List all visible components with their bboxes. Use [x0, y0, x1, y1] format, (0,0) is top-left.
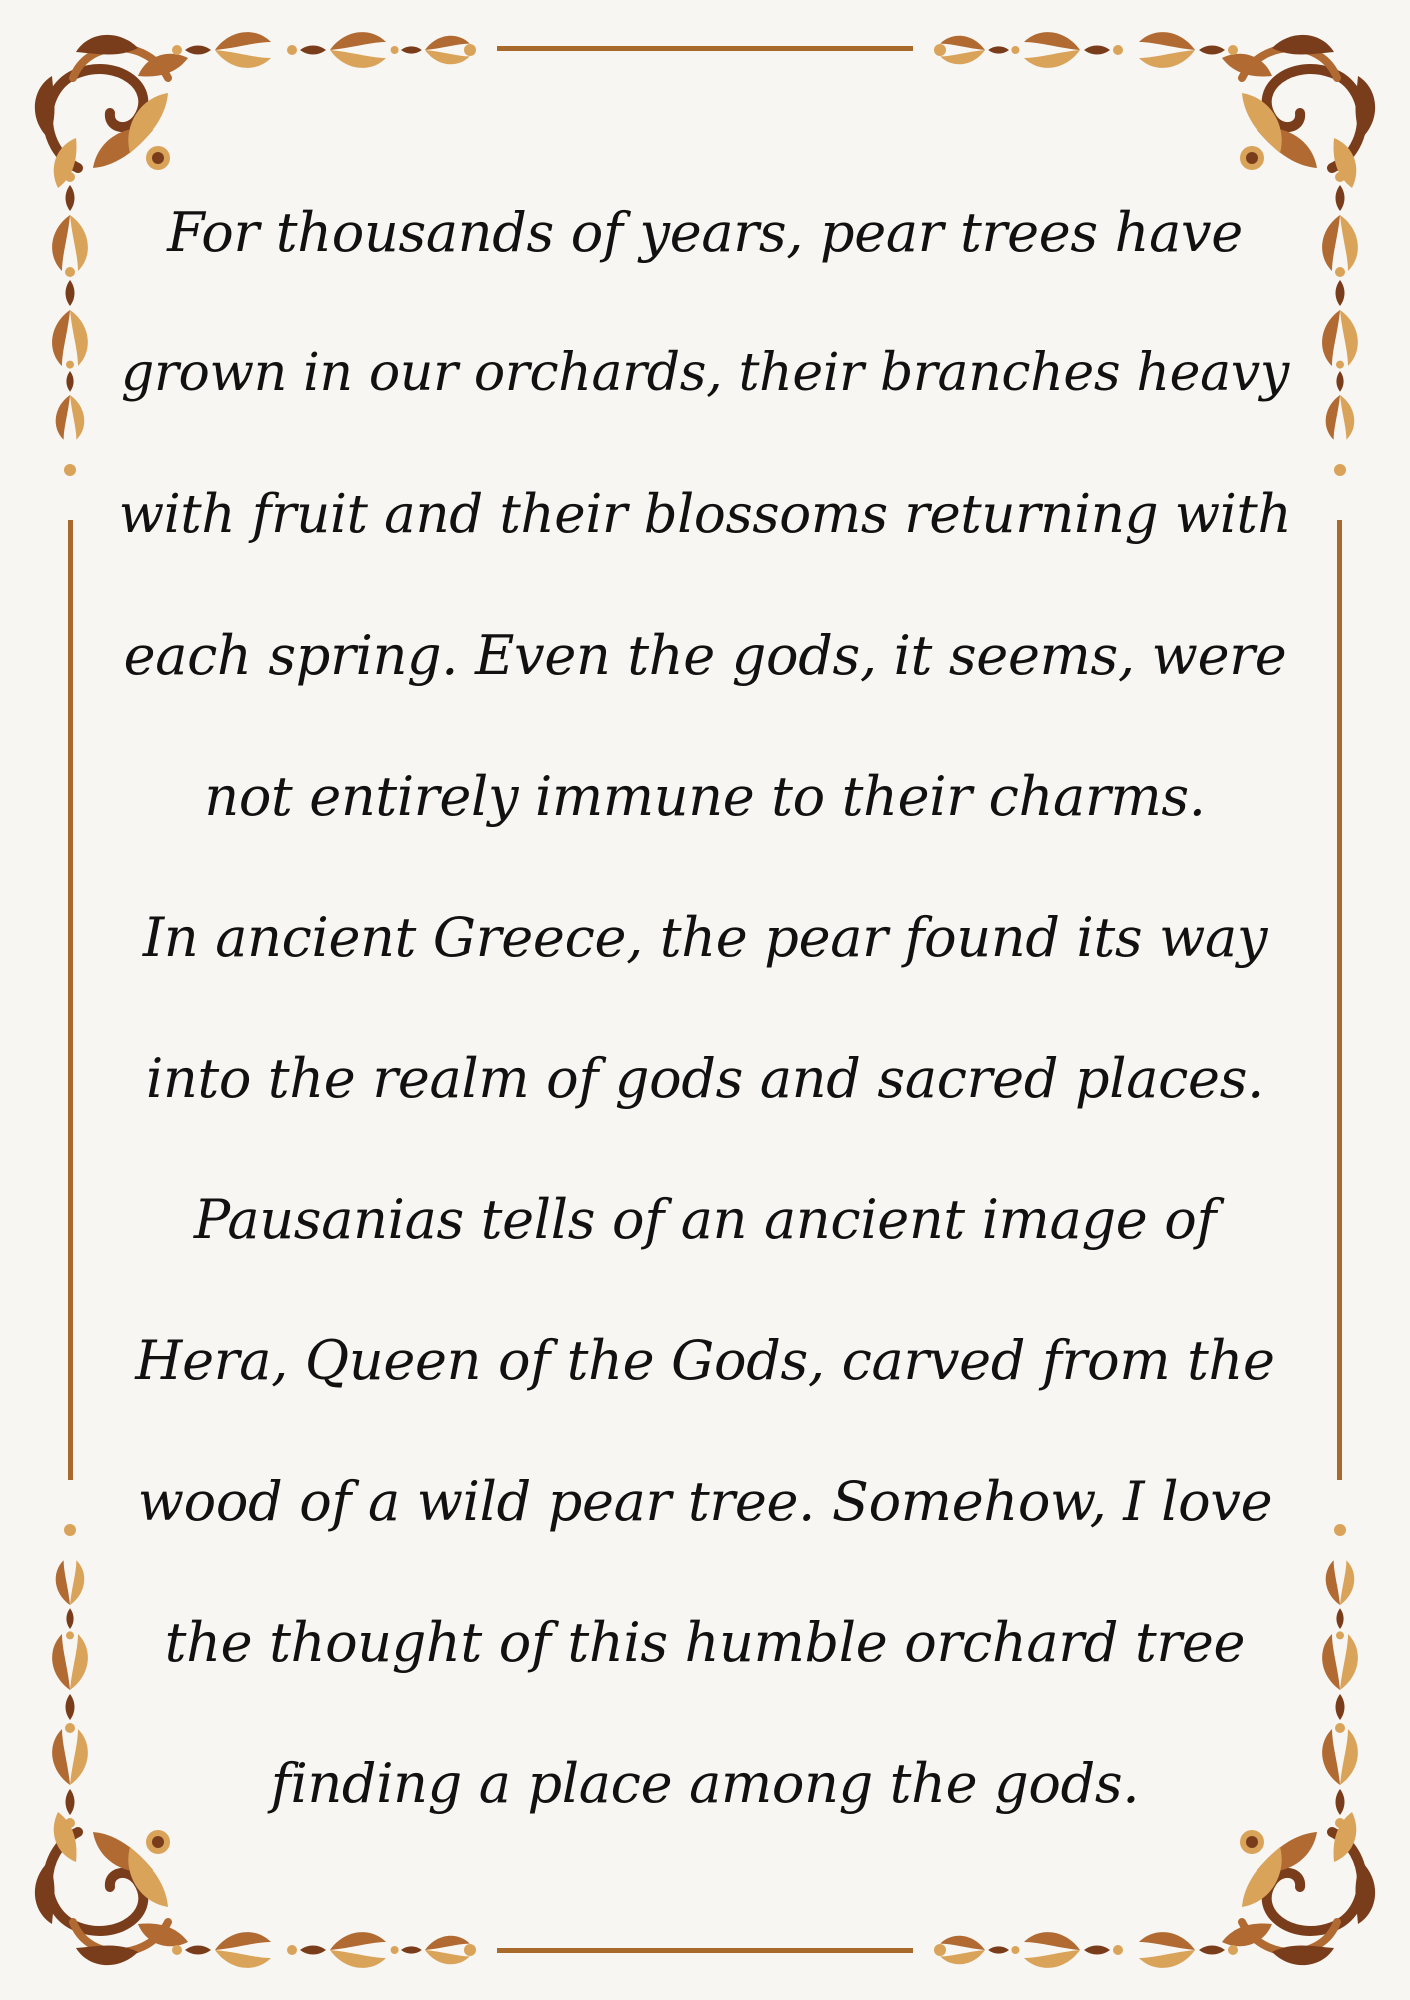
passage-line: not entirely immune to their charms.: [204, 765, 1206, 828]
passage-line: finding a place among the gods.: [270, 1752, 1140, 1815]
passage-line: grown in our orchards, their branches heavy: [120, 343, 1290, 403]
passage-line: with fruit and their blossoms returning with: [118, 484, 1292, 545]
bottom-rule: [497, 1948, 913, 1953]
passage-line: For thousands of years, pear trees have: [167, 201, 1243, 264]
bottom-right-sprigs-icon: [934, 1932, 1238, 1968]
top-rule: [497, 46, 913, 51]
left-bottom-sprigs-icon: [52, 1524, 88, 1828]
top-left-sprigs-icon: [172, 32, 476, 68]
right-bottom-sprigs-icon: [1322, 1524, 1358, 1828]
passage-line: Pausanias tells of an ancient image of: [193, 1188, 1217, 1251]
passage-line: wood of a wild pear tree. Somehow, I love: [137, 1470, 1273, 1533]
passage-line: Hera, Queen of the Gods, carved from the: [135, 1329, 1275, 1392]
bottom-left-sprigs-icon: [172, 1932, 476, 1968]
passage-line: In ancient Greece, the pear found its way: [142, 906, 1268, 969]
right-rule: [1337, 520, 1342, 1480]
left-rule: [68, 520, 73, 1480]
right-top-sprigs-icon: [1322, 172, 1358, 476]
left-top-sprigs-icon: [52, 172, 88, 476]
passage-line: the thought of this humble orchard tree: [164, 1611, 1246, 1674]
top-right-sprigs-icon: [934, 32, 1238, 68]
passage-line: into the realm of gods and sacred places.: [146, 1047, 1264, 1110]
passage-line: each spring. Even the gods, it seems, were: [123, 624, 1287, 687]
passage-text: [110, 162, 1300, 1854]
